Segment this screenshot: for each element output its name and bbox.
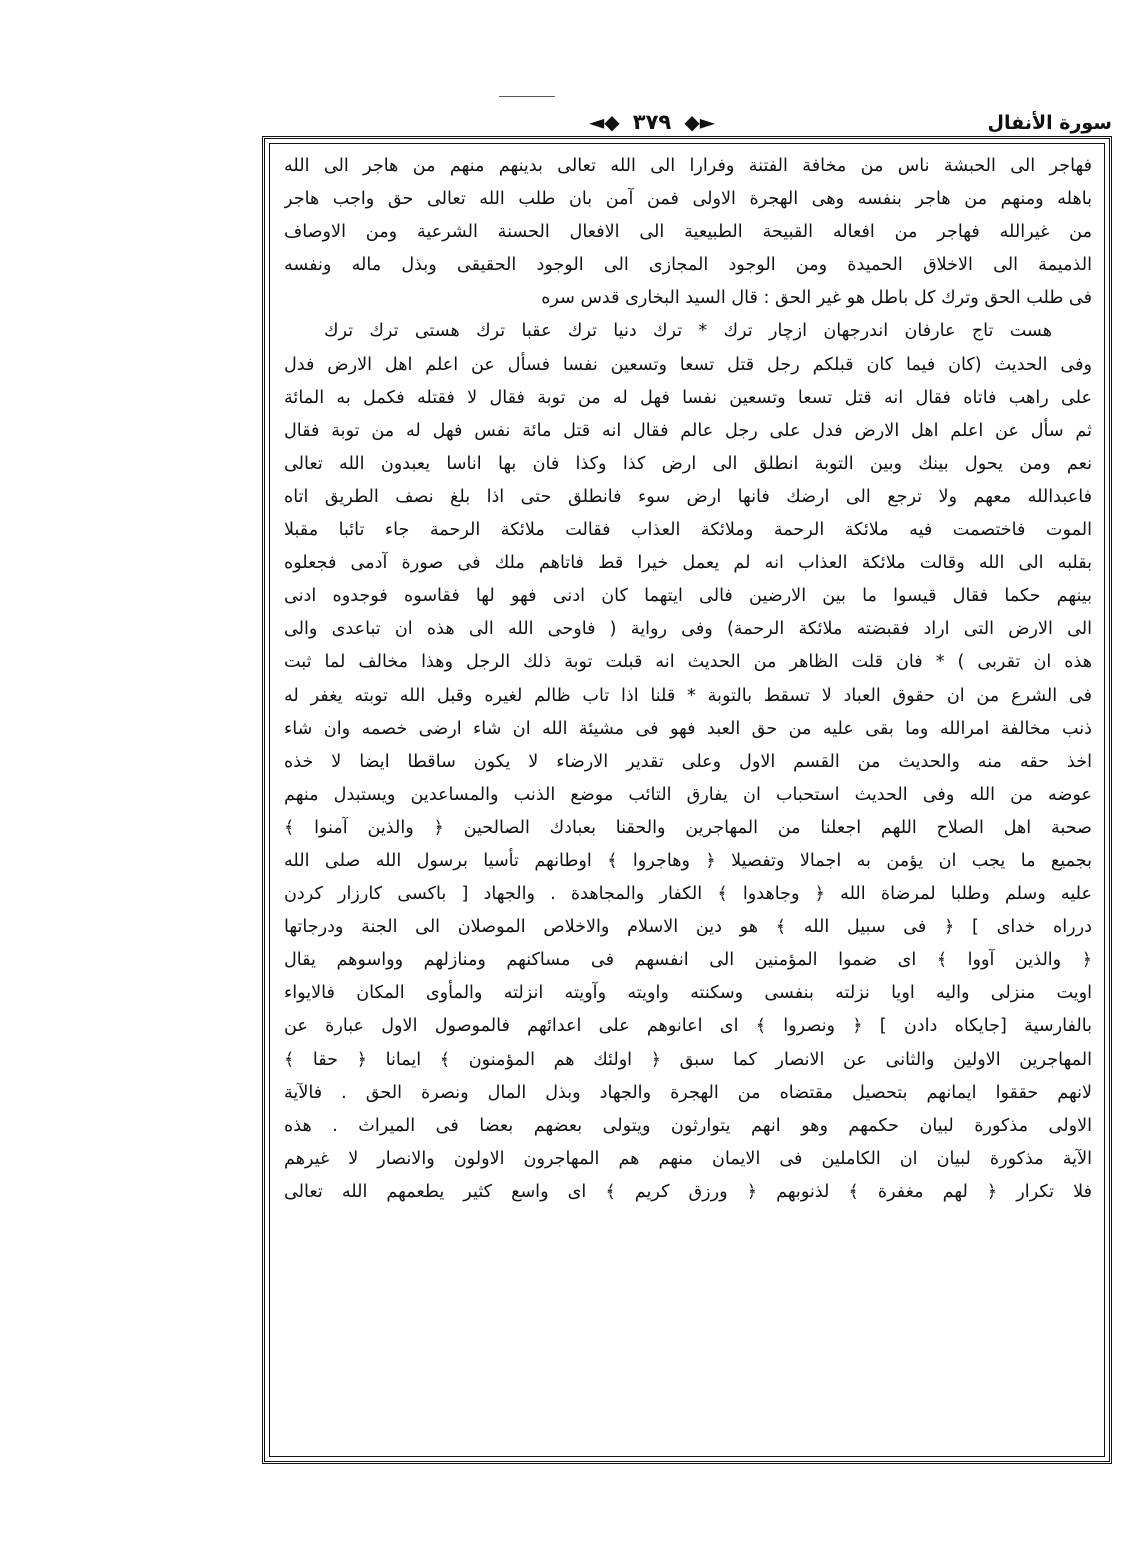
text-line: عوضه من الله وفى الحديث استحباب ان يفارق التائب موضع الذنب والمساعدين ويستبدل منهم bbox=[284, 784, 1092, 805]
text-line: فى طلب الحق وترك كل باطل هو غير الحق : قال السيد البخارى قدس سره bbox=[541, 288, 1092, 309]
text-line: بقلبه الى الله وقالت ملائكة العذاب انه لم يعمل خيرا قط فاتاهم ملك فى صورة آدمى فجعلوه bbox=[284, 553, 1092, 574]
text-line: الذميمة الى الاخلاق الحميدة ومن الوجود المجازى الى الوجود الحقيقى وبذل ماله ونفسه bbox=[284, 255, 1092, 276]
left-ornament-icon: ◄◆ bbox=[588, 110, 620, 134]
text-line: المهاجرين الاولين والثانى عن الانصار كما سبق ﴿ اولئك هم المؤمنون ﴾ ايمانا ﴿ حقا ﴾ bbox=[284, 1049, 1092, 1070]
text-line: هذه ان تقربى ) * فان قلت الظاهر من الحديث انه قبلت توبة ذلك الرجل وهذا مخالف لما ثبت bbox=[284, 652, 1092, 673]
text-line: ذنب مخالفة امرالله وما بقى عليه من حق العبد فهو فى مشيئة الله ان شاء ارضى خصمه وان شاء bbox=[284, 718, 1092, 739]
text-body bbox=[284, 150, 1092, 1209]
text-line: بينهم حكما فقال قيسوا ما بين الارضين فالى ايتهما كان ادنى فهو لها فقاسوه فوجدوه ادنى bbox=[284, 586, 1092, 607]
text-line: اويت منزلى واليه اويا نزلته بنفسى وسكنته واويته وآويته انزلته والمأوى المكان فالايواء bbox=[284, 983, 1092, 1004]
text-line: من غيرالله فهاجر من افعاله القبيحة الطبيعية الى الافعال الحسنة الشرعية ومن الاوصاف bbox=[284, 222, 1092, 243]
text-line: فى الشرع من ان حقوق العباد لا تسقط بالتوبة * قلنا اذا تاب ظالم لغيره وقبل الله توبته يغفر له bbox=[284, 685, 1092, 706]
text-line: الموت فاختصمت فيه ملائكة الرحمة وملائكة العذاب فقالت ملائكة الرحمة جاء تائبا مقبلا bbox=[284, 520, 1092, 541]
text-line: فهاجر الى الحبشة ناس من مخافة الفتنة وفرارا الى الله تعالى بدينهم منهم من هاجر الى الله bbox=[284, 156, 1092, 176]
text-line: على راهب فاتاه فقال انه قتل تسعا وتسعين نفسا فهل له من توبة فقال لا فقتله فكمل به المائة bbox=[284, 387, 1092, 408]
top-rule bbox=[499, 96, 555, 97]
text-line: الى الارض التى اراد فقبضته ملائكة الرحمة) وفى رواية ( فاوحى الله الى هذه ان تباعدى والى bbox=[284, 619, 1092, 640]
text-line: باهله ومنهم من هاجر بنفسه وهى الهجرة الاولى فمن آمن بان طلب الله تعالى حق واجب هاجر bbox=[284, 189, 1092, 210]
text-line: وفى الحديث (كان فيما كان قبلكم رجل قتل تسعا وتسعين نفسا فسأل عن اعلم اهل الارض فدل bbox=[284, 354, 1092, 375]
text-line: عليه وسلم وطلبا لمرضاة الله ﴿ وجاهدوا ﴾ الكفار والمجاهدة . والجهاد [ باكسى كارزار كردن bbox=[284, 884, 1092, 905]
text-line: اخذ حقه منه والحديث من القسم الاول وعلى تقدير الارضاء لا يكون ساقطا ايضا لا خذه bbox=[284, 751, 1092, 772]
text-line: الاولى مذكورة لبيان حكمهم وهو انهم يتوارثون ويتولى بعضهم بعضا فى الميراث . هذه bbox=[284, 1115, 1092, 1136]
text-line: لانهم حققوا ايمانهم بتحصيل مقتضاه من الهجرة والجهاد وبذل المال ونصرة الحق . فالآية bbox=[284, 1082, 1092, 1103]
page-number: ٣٧٩ bbox=[632, 110, 672, 134]
persian-verse-line: هست تاج عارفان اندرجهان ازچار ترك * ترك دنيا ترك عقبا ترك هستى ترك ترك bbox=[324, 321, 1052, 342]
text-line: فلا تكرار ﴿ لهم مغفرة ﴾ لذنوبهم ﴿ ورزق كريم ﴾ اى واسع كثير يطعمهم الله تعالى bbox=[284, 1181, 1092, 1202]
text-line: بجميع ما يجب ان يؤمن به اجمالا وتفصيلا ﴿ وهاجروا ﴾ اوطانهم تأسيا برسول الله صلى الله bbox=[284, 850, 1092, 871]
right-ornament-icon: ◆► bbox=[684, 110, 716, 134]
text-line: ثم سأل عن اعلم اهل الارض فدل على رجل عالم فقال انه قتل مائة نفس فهل له من توبة فقال bbox=[284, 420, 1092, 441]
text-line: فاعبدالله معهم ولا ترجع الى ارضك فانها ارض سوء فانطلق حتى اذا بلغ نصف الطريق اتاه bbox=[284, 486, 1092, 507]
text-line: ﴿ والذين آووا ﴾ اى ضموا المؤمنين الى انفسهم فى مساكنهم ومنازلهم وواسوهم يقال bbox=[284, 950, 1092, 971]
text-line: نعم ومن يحول بينك وبين التوبة انطلق الى ارض كذا وكذا فان بها اناسا يعبدون الله تعالى bbox=[284, 453, 1092, 474]
text-line: الآية مذكورة لبيان ان الكاملين فى الايمان منهم هم المهاجرون الاولون والانصار لا غيرهم bbox=[284, 1148, 1092, 1169]
sura-title: سورة الأنفال bbox=[987, 112, 1112, 134]
text-line: بالفارسية [جايكاه دادن ] ﴿ ونصروا ﴾ اى اعانوهم على اعدائهم فالموصول الاول عبارة عن bbox=[284, 1016, 1092, 1037]
text-line: درراه خداى ] ﴿ فى سبيل الله ﴾ هو دين الاسلام والاخلاص الموصلان الى الجنة ودرجاتها bbox=[284, 917, 1092, 938]
text-line: صحبة اهل الصلاح اللهم اجعلنا من المهاجرين والحقنا بعبادك الصالحين ﴿ والذين آمنوا ﴾ bbox=[284, 817, 1092, 838]
